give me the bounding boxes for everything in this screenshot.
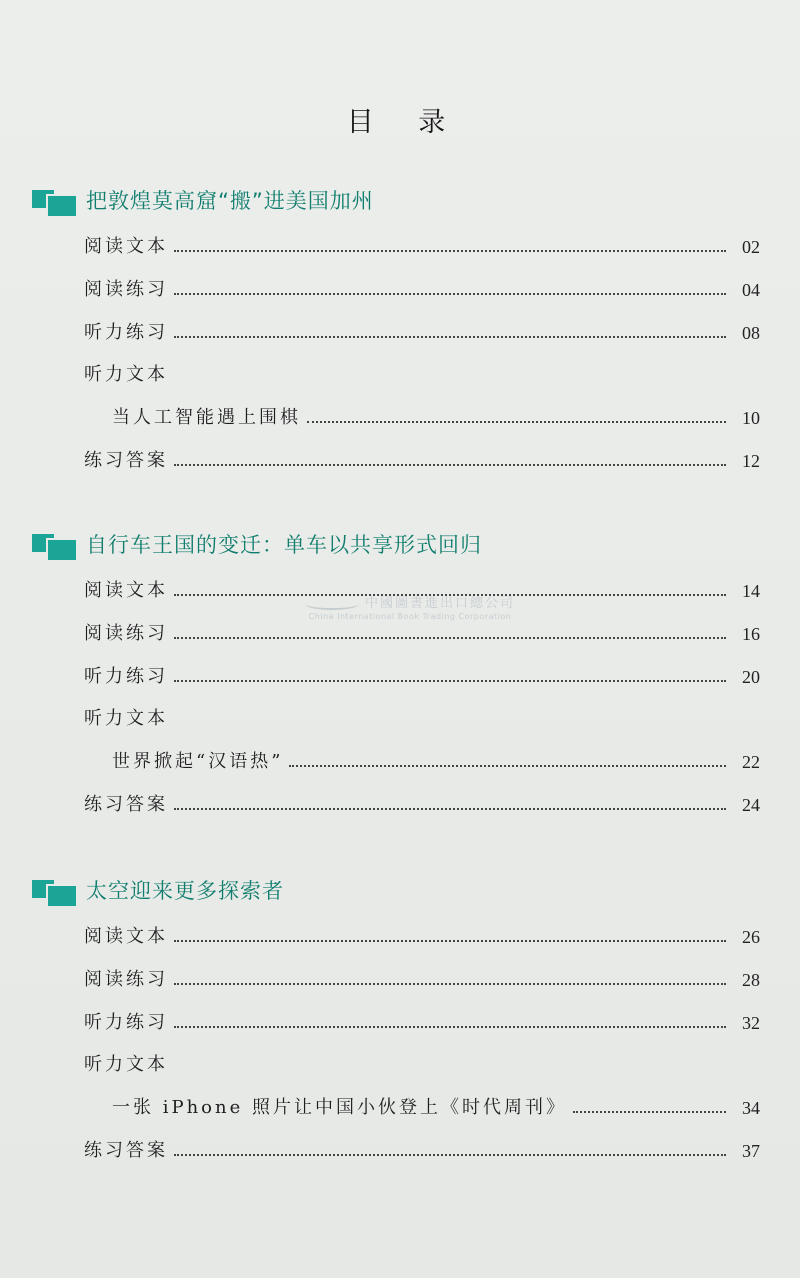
dot-leader xyxy=(174,292,726,295)
entry-label: 世界掀起“汉语热” xyxy=(112,751,284,772)
entry-label: 听力练习 xyxy=(84,1012,168,1033)
section-title: 太空迎来更多探索者 xyxy=(86,879,284,903)
dot-leader xyxy=(573,1110,726,1113)
section-header xyxy=(32,526,482,562)
toc-entry[interactable] xyxy=(112,1089,760,1119)
section-header xyxy=(32,182,374,218)
entry-label: 听力文本 xyxy=(84,708,168,729)
entry-label: 阅读练习 xyxy=(84,969,168,990)
toc-entry[interactable] xyxy=(84,918,760,948)
entry-label: 阅读文本 xyxy=(84,926,168,947)
entry-label: 当人工智能遇上围棋 xyxy=(112,407,301,428)
page-number: 02 xyxy=(742,237,760,257)
book-logo-icon xyxy=(305,598,359,610)
page-number: 20 xyxy=(742,667,760,687)
toc-entry[interactable] xyxy=(112,399,760,429)
page-number: 04 xyxy=(742,280,760,300)
page-number: 12 xyxy=(742,451,760,471)
entry-label: 练习答案 xyxy=(84,1140,168,1161)
dot-leader xyxy=(174,679,726,682)
section-title: 把敦煌莫高窟“搬”进美国加州 xyxy=(86,189,374,213)
dot-leader xyxy=(174,636,726,639)
entry-label: 练习答案 xyxy=(84,450,168,471)
watermark xyxy=(250,592,570,621)
section-header xyxy=(32,872,284,908)
page-number: 32 xyxy=(742,1013,760,1033)
watermark-main xyxy=(250,592,570,611)
entry-label: 听力练习 xyxy=(84,322,168,343)
dot-leader xyxy=(289,764,726,767)
dot-leader xyxy=(174,939,726,942)
entry-label: 阅读练习 xyxy=(84,279,168,300)
entry-label: 听力文本 xyxy=(84,1054,168,1075)
page-number: 24 xyxy=(742,795,760,815)
entry-label: 练习答案 xyxy=(84,794,168,815)
dot-leader xyxy=(174,1153,726,1156)
page-number: 28 xyxy=(742,970,760,990)
dot-leader xyxy=(174,249,726,252)
dot-leader xyxy=(174,1025,726,1028)
page-number: 22 xyxy=(742,752,760,772)
toc-entry[interactable] xyxy=(112,743,760,773)
toc-group-label xyxy=(84,1046,760,1076)
page-number: 10 xyxy=(742,408,760,428)
dot-leader xyxy=(174,335,726,338)
toc-entry[interactable] xyxy=(84,228,760,258)
entry-label: 阅读文本 xyxy=(84,236,168,257)
toc-entry[interactable] xyxy=(84,271,760,301)
stacked-squares-icon xyxy=(32,877,76,903)
toc-group-label xyxy=(84,700,760,730)
stacked-squares-icon xyxy=(32,187,76,213)
page-number: 34 xyxy=(742,1098,760,1118)
dot-leader xyxy=(174,463,726,466)
dot-leader xyxy=(307,420,726,423)
page-number: 26 xyxy=(742,927,760,947)
entry-label: 听力练习 xyxy=(84,666,168,687)
toc-entry[interactable] xyxy=(84,658,760,688)
toc-entry[interactable] xyxy=(84,786,760,816)
dot-leader xyxy=(174,807,726,810)
toc-entry[interactable] xyxy=(84,442,760,472)
toc-entry[interactable] xyxy=(84,961,760,991)
dot-leader xyxy=(174,982,726,985)
entry-label: 阅读文本 xyxy=(84,580,168,601)
entry-label: 阅读练习 xyxy=(84,623,168,644)
page-number: 37 xyxy=(742,1141,760,1161)
watermark-sub: China International Book Trading Corporation xyxy=(308,612,512,621)
toc-group-label xyxy=(84,356,760,386)
page-title: 目 录 xyxy=(346,107,464,138)
toc-entry[interactable] xyxy=(84,1004,760,1034)
page-number: 14 xyxy=(742,581,760,601)
watermark-main-text: 中國圖書進出口總公司 xyxy=(364,596,515,611)
page-number: 08 xyxy=(742,323,760,343)
toc-entry[interactable] xyxy=(84,314,760,344)
section-title: 自行车王国的变迁：单车以共享形式回归 xyxy=(86,533,482,557)
entry-label: 听力文本 xyxy=(84,364,168,385)
stacked-squares-icon xyxy=(32,531,76,557)
entry-label: 一张 iPhone 照片让中国小伙登上《时代周刊》 xyxy=(112,1097,567,1118)
toc-entry[interactable] xyxy=(84,1132,760,1162)
page-number: 16 xyxy=(742,624,760,644)
